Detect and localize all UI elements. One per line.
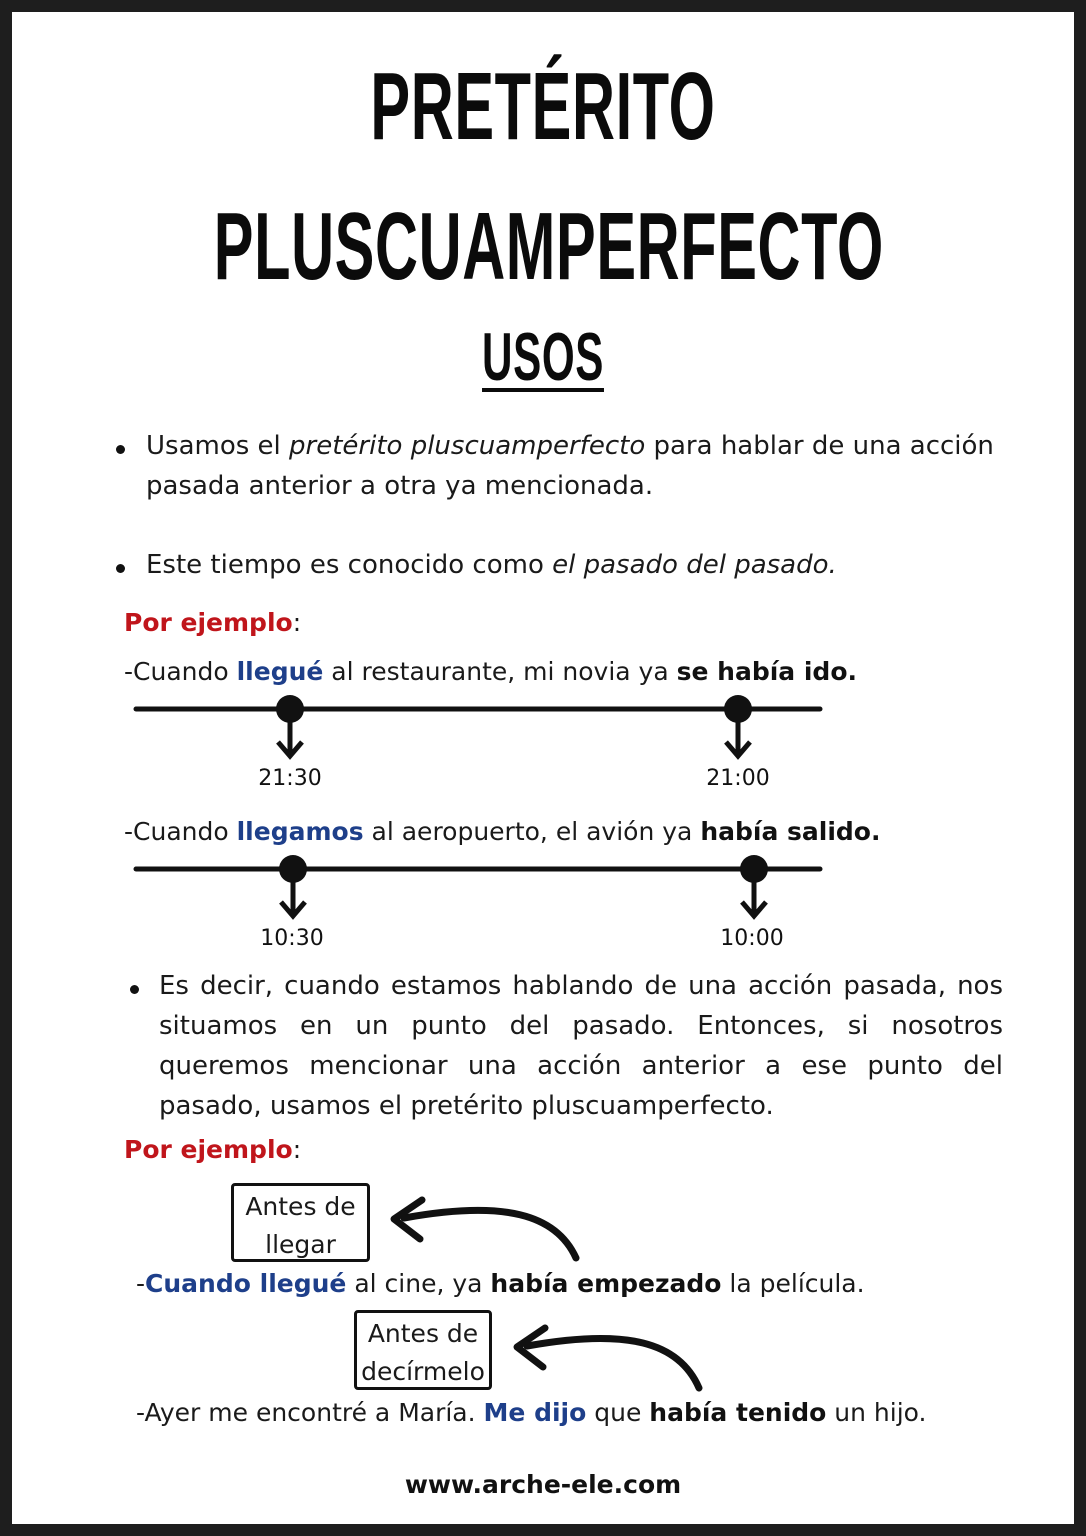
note-box-2-line-2: decírmelo xyxy=(361,1357,485,1386)
subtitle-usos: USOS xyxy=(482,319,604,395)
bullet-dot xyxy=(116,445,125,454)
bullet-1-text xyxy=(146,426,1026,506)
timeline-1-time-right: 21:00 xyxy=(706,766,770,791)
bullet-dot xyxy=(130,985,139,994)
example-3-sentence xyxy=(136,1267,865,1301)
bullet-2-text xyxy=(146,545,1026,585)
title-line-1: PRETÉRITO xyxy=(370,53,716,160)
example-label-2 xyxy=(124,1133,301,1167)
timeline-marker-arrow xyxy=(724,695,752,756)
note-box-1 xyxy=(231,1183,370,1262)
timeline-2-time-right: 10:00 xyxy=(720,926,784,951)
example-2-middle: al aeropuerto, el avión ya xyxy=(363,817,701,846)
example-label-text: Por ejemplo xyxy=(124,608,293,637)
example-2-sentence xyxy=(124,815,880,849)
example-3-verb-bold: había empezado xyxy=(490,1269,722,1298)
bullet-2-italic: el pasado del pasado. xyxy=(552,550,837,580)
example-3-verb-blue: Cuando llegué xyxy=(145,1269,347,1298)
note-box-2-line-1: Antes de xyxy=(367,1319,479,1348)
bullet-1-before: Usamos el xyxy=(146,431,290,461)
bullet-2-before: Este tiempo es conocido como xyxy=(146,550,553,580)
timeline-marker-arrow xyxy=(279,855,307,916)
bullet-1-after: para hablar de una acción pasada anterior a otra ya mencionada. xyxy=(146,431,994,501)
example-label-colon: : xyxy=(292,1135,302,1164)
curved-arrow-icon xyxy=(374,1184,594,1270)
example-1-sentence xyxy=(124,655,857,689)
example-4-suffix: un hijo. xyxy=(826,1398,927,1427)
example-2-prefix: -Cuando xyxy=(124,817,237,846)
note-box-2 xyxy=(354,1310,492,1390)
example-3-prefix: - xyxy=(136,1269,146,1298)
note-box-1-line-2: llegar xyxy=(265,1230,336,1259)
bullet-1-italic: pretérito pluscuamperfecto xyxy=(289,431,646,461)
timeline-2-time-left: 10:30 xyxy=(260,926,324,951)
bullet-dot xyxy=(116,564,125,573)
example-4-prefix: -Ayer me encontré a María. xyxy=(136,1398,484,1427)
example-3-suffix: la película. xyxy=(721,1269,865,1298)
example-label-text: Por ejemplo xyxy=(124,1135,293,1164)
timeline-1 xyxy=(130,692,830,772)
example-1-middle: al restaurante, mi novia ya xyxy=(323,657,677,686)
note-box-1-line-1: Antes de xyxy=(245,1192,356,1221)
example-4-middle: que xyxy=(586,1398,650,1427)
footer-website: www.arche-ele.com xyxy=(404,1470,682,1499)
example-label-1 xyxy=(124,606,301,640)
example-1-verb-blue: llegué xyxy=(236,657,324,686)
timeline-1-time-left: 21:30 xyxy=(258,766,322,791)
example-3-middle: al cine, ya xyxy=(346,1269,491,1298)
timeline-marker-arrow xyxy=(276,695,304,756)
example-4-verb-blue: Me dijo xyxy=(483,1398,587,1427)
bullet-3-text: Es decir, cuando estamos hablando de una acción pasada, nos situamos en un punto del pasado. Entonces, si nosotros queremos mencionar una acción anterior a ese punto del pasado, usamos el pretérito pluscuamperfecto. xyxy=(159,971,1003,1121)
example-2-verb-bold: había salido. xyxy=(700,817,881,846)
example-1-prefix: -Cuando xyxy=(124,657,237,686)
example-4-sentence xyxy=(136,1396,926,1430)
curved-arrow-icon xyxy=(497,1312,717,1398)
timeline-2 xyxy=(130,852,830,932)
example-1-verb-bold: se había ido. xyxy=(676,657,857,686)
example-4-verb-bold: había tenido xyxy=(649,1398,827,1427)
worksheet-page xyxy=(12,12,1074,1524)
timeline-marker-arrow xyxy=(740,855,768,916)
example-2-verb-blue: llegamos xyxy=(236,817,364,846)
title-line-2: PLUSCUAMPERFECTO xyxy=(213,193,884,300)
example-label-colon: : xyxy=(292,608,302,637)
